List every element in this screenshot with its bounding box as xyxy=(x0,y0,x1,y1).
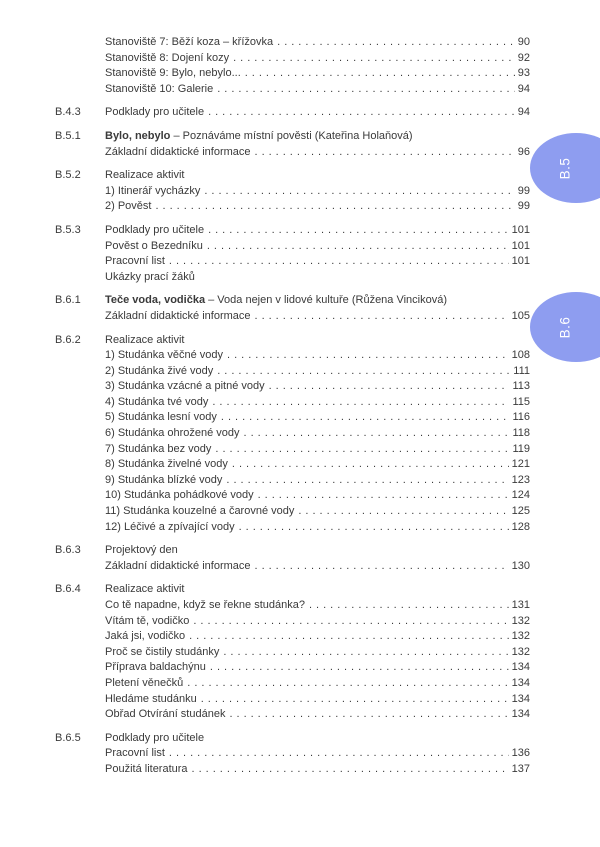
toc-line xyxy=(105,614,530,630)
toc-entry-title xyxy=(105,129,413,145)
toc-line xyxy=(105,105,530,121)
section-number: B.6.2 xyxy=(55,333,81,346)
toc-entry-title: Stanoviště 9: Bylo, nebylo... xyxy=(105,67,241,80)
page-number: 128 xyxy=(511,520,530,533)
toc-group-lines xyxy=(105,293,530,324)
toc-line xyxy=(105,333,530,349)
page-number: 124 xyxy=(511,489,530,502)
page-number: 94 xyxy=(517,106,530,119)
toc-entry-title: Ukázky prací žáků xyxy=(105,270,195,283)
toc-entry-title: Hledáme studánku xyxy=(105,692,197,705)
dot-leader xyxy=(217,82,515,98)
toc-entry-subtitle: – Voda nejen v lidové kultuře (Růžena Vinciková) xyxy=(205,294,448,307)
toc-entry-title xyxy=(105,293,447,309)
toc-entry-title: Základní didaktické informace xyxy=(105,309,251,322)
section-number: B.4.3 xyxy=(55,106,81,119)
toc-entry-title: Příprava baldachýnu xyxy=(105,661,206,674)
dot-leader xyxy=(169,254,509,270)
toc-entry-title: 4) Studánka tvé vody xyxy=(105,395,209,408)
toc-line xyxy=(105,442,530,458)
page-number: 101 xyxy=(511,239,530,252)
toc-entry-title: 2) Studánka živé vody xyxy=(105,364,214,377)
toc-entry-title: Pracovní list xyxy=(105,747,165,760)
toc-entry-title: 1) Itinerář vycházky xyxy=(105,184,201,197)
dot-leader xyxy=(229,707,508,723)
toc-entry-title: 12) Léčivé a zpívající vody xyxy=(105,520,235,533)
toc-line xyxy=(105,293,530,309)
dot-leader xyxy=(269,379,510,395)
page-number: 96 xyxy=(517,145,530,158)
toc-line xyxy=(105,270,530,286)
page-number: 93 xyxy=(517,67,530,80)
dot-leader xyxy=(244,426,510,442)
toc-line xyxy=(105,676,530,692)
page-number: 134 xyxy=(511,676,530,689)
page-number: 92 xyxy=(517,51,530,64)
dot-leader xyxy=(204,184,514,200)
toc-group-lines xyxy=(105,35,530,97)
toc-entry-title: 2) Pověst xyxy=(105,200,152,213)
toc-line xyxy=(105,35,530,51)
page-number: 101 xyxy=(511,255,530,268)
section-number: B.5.3 xyxy=(55,223,81,236)
section-number: B.6.1 xyxy=(55,294,81,307)
toc-entry-bold-title: Teče voda, vodička xyxy=(105,294,206,307)
toc-line xyxy=(105,488,530,504)
page-number: 132 xyxy=(511,630,530,643)
dot-leader xyxy=(223,645,508,661)
table-of-contents xyxy=(55,35,530,786)
toc-entry-title: Stanoviště 10: Galerie xyxy=(105,82,214,95)
toc-line xyxy=(105,364,530,380)
dot-leader xyxy=(298,504,508,520)
page-number: 121 xyxy=(511,458,530,471)
dot-leader xyxy=(221,410,510,426)
toc-line xyxy=(105,82,530,98)
toc-entry-title: Projektový den xyxy=(105,544,178,557)
toc-group xyxy=(55,129,530,160)
toc-group xyxy=(55,582,530,722)
dot-leader xyxy=(201,692,509,708)
dot-leader xyxy=(210,660,509,676)
dot-leader xyxy=(215,442,509,458)
toc-line xyxy=(105,473,530,489)
dot-leader xyxy=(217,364,510,380)
dot-leader xyxy=(233,51,515,67)
dot-leader xyxy=(187,676,508,692)
dot-leader xyxy=(227,348,509,364)
dot-leader xyxy=(309,598,509,614)
toc-line xyxy=(105,184,530,200)
toc-line xyxy=(105,559,530,575)
toc-entry-title: Pověst o Bezedníku xyxy=(105,239,203,252)
toc-line xyxy=(105,731,530,747)
dot-leader xyxy=(208,223,509,239)
toc-group-lines xyxy=(105,105,530,121)
toc-line xyxy=(105,223,530,239)
toc-entry-title: Jaká jsi, vodičko xyxy=(105,630,186,643)
toc-entry-title: Co tě napadne, když se řekne studánka? xyxy=(105,599,305,611)
toc-group xyxy=(55,731,530,778)
toc-entry-title: Realizace aktivit xyxy=(105,333,185,346)
page-number: 119 xyxy=(512,442,530,455)
toc-group-lines xyxy=(105,129,530,160)
toc-entry-title: Vítám tě, vodičko xyxy=(105,614,190,627)
page-number: 137 xyxy=(511,762,530,775)
toc-group xyxy=(55,223,530,285)
toc-entry-title: 1) Studánka věčné vody xyxy=(105,349,224,362)
section-number: B.6.4 xyxy=(55,583,81,596)
toc-entry-title: Základní didaktické informace xyxy=(105,145,251,158)
toc-line xyxy=(105,520,530,536)
toc-line xyxy=(105,582,530,598)
toc-group-lines xyxy=(105,731,530,778)
toc-group-lines xyxy=(105,582,530,722)
toc-group xyxy=(55,293,530,324)
toc-entry-title: 5) Studánka lesní vody xyxy=(105,411,217,424)
toc-entry-title: Obřad Otvírání studánek xyxy=(105,708,226,721)
section-tab-b5 xyxy=(530,133,600,203)
toc-group-lines xyxy=(105,333,530,536)
page-number: 108 xyxy=(511,349,530,362)
toc-entry-title: 3) Studánka vzácné a pitné vody xyxy=(105,380,265,393)
toc-line xyxy=(105,395,530,411)
page-number: 123 xyxy=(511,473,530,486)
page-number: 134 xyxy=(511,661,530,674)
dot-leader xyxy=(189,629,509,645)
toc-line xyxy=(105,762,530,778)
toc-line xyxy=(105,254,530,270)
toc-group-lines xyxy=(105,168,530,215)
toc-entry-title: 10) Studánka pohádkové vody xyxy=(105,489,254,502)
dot-leader xyxy=(232,457,509,473)
page-number: 113 xyxy=(512,380,530,393)
dot-leader xyxy=(245,66,515,82)
toc-line xyxy=(105,309,530,325)
dot-leader xyxy=(255,309,509,325)
toc-entry-title: Použitá literatura xyxy=(105,762,188,775)
page-number: 118 xyxy=(512,427,530,440)
toc-group xyxy=(55,543,530,574)
dot-leader xyxy=(192,762,509,778)
dot-leader xyxy=(208,105,515,121)
page-number: 125 xyxy=(511,505,530,518)
dot-leader xyxy=(258,488,509,504)
page-number: 136 xyxy=(511,747,530,760)
toc-line xyxy=(105,504,530,520)
toc-entry-title: Podklady pro učitele xyxy=(105,106,205,119)
toc-line xyxy=(105,598,530,614)
toc-entry-subtitle: – Poznáváme místní pověsti (Kateřina Holaňová) xyxy=(170,129,413,142)
page-number: 131 xyxy=(511,599,530,611)
page-number: 130 xyxy=(511,559,530,572)
toc-entry-bold-title: Bylo, nebylo xyxy=(105,129,171,142)
toc-line xyxy=(105,707,530,723)
toc-entry-title: 6) Studánka ohrožené vody xyxy=(105,427,240,440)
page-number: 132 xyxy=(511,614,530,627)
toc-line xyxy=(105,426,530,442)
page-number: 116 xyxy=(512,411,530,424)
dot-leader xyxy=(226,473,508,489)
page-number: 90 xyxy=(517,36,530,48)
section-tab-b6 xyxy=(530,292,600,362)
toc-entry-title: 9) Studánka blízké vody xyxy=(105,473,223,486)
page-number: 99 xyxy=(517,200,530,213)
toc-entry-title: Realizace aktivit xyxy=(105,169,185,182)
section-number: B.5.2 xyxy=(55,169,81,182)
toc-group xyxy=(55,168,530,215)
toc-group-lines xyxy=(105,223,530,285)
toc-line xyxy=(105,410,530,426)
toc-line xyxy=(105,348,530,364)
page-number: 99 xyxy=(517,184,530,197)
toc-line xyxy=(105,457,530,473)
dot-leader xyxy=(255,559,509,575)
toc-entry-title: 7) Studánka bez vody xyxy=(105,442,212,455)
toc-line xyxy=(105,145,530,161)
page-number: 101 xyxy=(511,223,530,236)
page-number: 132 xyxy=(511,645,530,658)
section-tab-b6-label: B.6 xyxy=(557,316,573,338)
toc-line xyxy=(105,379,530,395)
dot-leader xyxy=(212,395,509,411)
toc-entry-title: Základní didaktické informace xyxy=(105,559,251,572)
section-number: B.6.5 xyxy=(55,731,81,744)
toc-group xyxy=(55,105,530,121)
page-number: 111 xyxy=(513,364,530,377)
toc-line xyxy=(105,746,530,762)
toc-line xyxy=(105,66,530,82)
page-number: 115 xyxy=(512,395,530,408)
page-number: 134 xyxy=(511,692,530,705)
toc-line xyxy=(105,129,530,145)
page-number: 94 xyxy=(517,82,530,95)
toc-entry-title: Pletení věnečků xyxy=(105,676,184,689)
toc-line xyxy=(105,645,530,661)
toc-entry-title: Podklady pro učitele xyxy=(105,223,205,236)
page-number: 134 xyxy=(511,708,530,721)
toc-line xyxy=(105,660,530,676)
dot-leader xyxy=(255,145,515,161)
toc-entry-title: Stanoviště 7: Běží koza – křížovka xyxy=(105,36,274,48)
toc-group xyxy=(55,333,530,536)
toc-line xyxy=(105,629,530,645)
dot-leader xyxy=(239,520,509,536)
toc-line xyxy=(105,199,530,215)
page-number: 105 xyxy=(511,309,530,322)
toc-entry-title: Pracovní list xyxy=(105,255,165,268)
toc-line xyxy=(105,51,530,67)
section-tab-b5-label: B.5 xyxy=(557,157,573,179)
toc-line xyxy=(105,543,530,559)
dot-leader xyxy=(193,614,508,630)
dot-leader xyxy=(207,239,509,255)
toc-entry-title: Proč se čistily studánky xyxy=(105,645,220,658)
section-number: B.5.1 xyxy=(55,129,81,142)
dot-leader xyxy=(277,35,515,51)
toc-entry-title: Realizace aktivit xyxy=(105,583,185,596)
toc-group-lines xyxy=(105,543,530,574)
toc-entry-title: 8) Studánka živelné vody xyxy=(105,458,228,471)
toc-line xyxy=(105,692,530,708)
section-number: B.6.3 xyxy=(55,544,81,557)
dot-leader xyxy=(155,199,514,215)
toc-line xyxy=(105,239,530,255)
toc-group xyxy=(55,35,530,97)
toc-entry-title: Stanoviště 8: Dojení kozy xyxy=(105,51,230,64)
toc-line xyxy=(105,168,530,184)
toc-entry-title: 11) Studánka kouzelné a čarovné vody xyxy=(105,505,295,518)
toc-entry-title: Podklady pro učitele xyxy=(105,731,205,744)
dot-leader xyxy=(169,746,509,762)
